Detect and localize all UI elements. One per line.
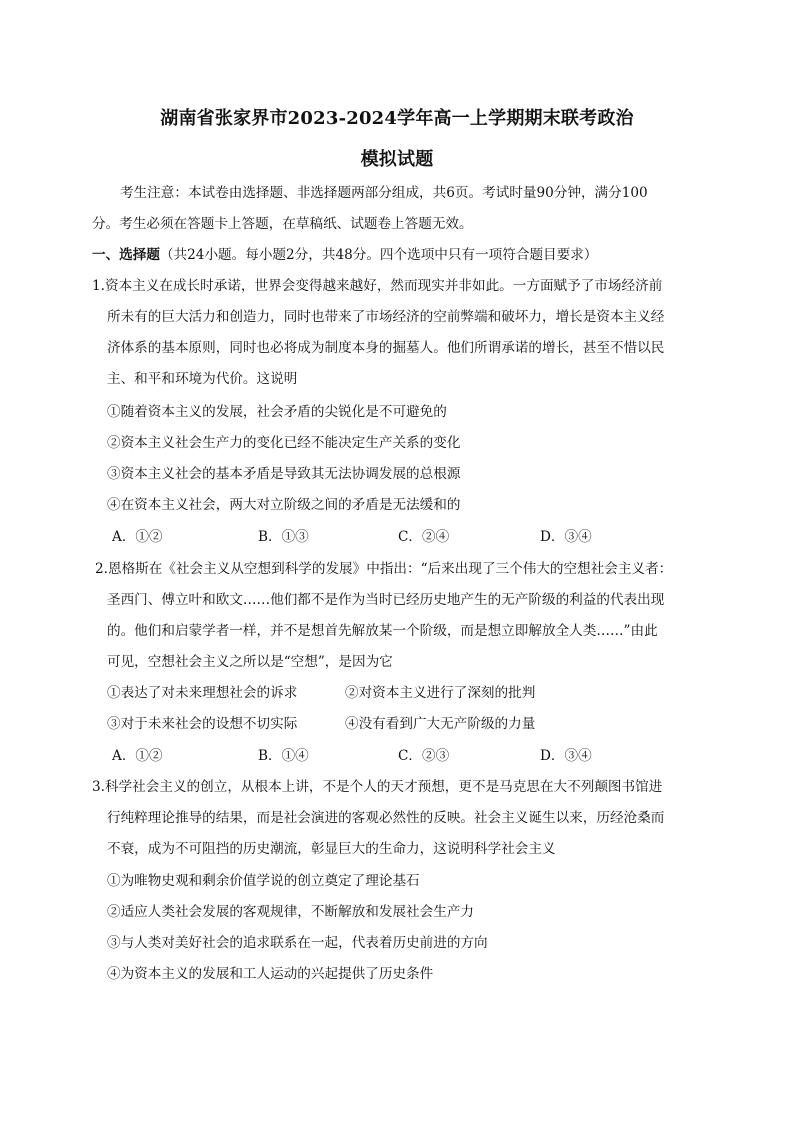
option-c[interactable]: C．②④ bbox=[398, 529, 450, 545]
q1-stem-line: 1.资本主义在成长时承诺，世界会变得越来越好，然而现实并非如此。一方面赋予了市场经济前 bbox=[92, 278, 663, 294]
notice-line-1 bbox=[120, 183, 648, 203]
notice-label: 考生注意： bbox=[120, 185, 188, 201]
q2-stem-line: 可见，空想社会主义之所以是“空想”，是因为它 bbox=[107, 654, 393, 670]
q1-statement: ③资本主义社会的基本矛盾是导致其无法协调发展的总根源 bbox=[107, 466, 461, 482]
notice-line-2: 分。考生必须在答题卡上答题，在草稿纸、试题卷上答题无效。 bbox=[92, 216, 473, 232]
exam-subtitle: 模拟试题 bbox=[360, 149, 434, 170]
option-b[interactable]: B．①④ bbox=[258, 748, 309, 764]
section-desc: （共24小题。每小题2分，共48分。四个选项中只有一项符合题目要求） bbox=[159, 247, 598, 263]
q3-stem-line: 3.科学社会主义的创立，从根本上讲，不是个人的天才预想，更不是马克思在大不列颠图书馆进 bbox=[92, 779, 663, 795]
q1-stem-line: 济体系的基本原则，同时也必将成为制度本身的掘墓人。他们所谓承诺的增长，甚至不惜以民 bbox=[107, 340, 665, 356]
q3-statement: ②适应人类社会发展的客观规律，不断解放和发展社会生产力 bbox=[107, 904, 475, 920]
q3-stem-line: 不衰，成为不可阻挡的历史潮流，彰显巨大的生命力，这说明科学社会主义 bbox=[107, 841, 556, 857]
q3-statement: ③与人类对美好社会的追求联系在一起，代表着历史前进的方向 bbox=[107, 935, 488, 951]
option-a[interactable]: A．①② bbox=[112, 748, 163, 764]
option-b[interactable]: B．①③ bbox=[258, 529, 309, 545]
q1-statement: ①随着资本主义的发展，社会矛盾的尖锐化是不可避免的 bbox=[107, 404, 447, 420]
q2-stem-line: 圣西门、傅立叶和欧文……他们都不是作为当时已经历史地产生的无产阶级的利益的代表出现 bbox=[107, 592, 665, 608]
q1-stem-line: 所未有的巨大活力和创造力，同时也带来了市场经济的空前弊端和破坏力，增长是资本主义经 bbox=[107, 309, 665, 325]
q1-stem-line: 主、和平和环境为代价。这说明 bbox=[107, 371, 298, 387]
q2-statement: ②对资本主义进行了深刻的批判 bbox=[345, 685, 536, 701]
q2-statement: ③对于未来社会的设想不切实际 bbox=[107, 716, 298, 732]
exam-title: 湖南省张家界市2023-2024学年高一上学期期末联考政治 bbox=[160, 108, 634, 129]
q2-stem-line: 的。他们和启蒙学者一样，并不是想首先解放某一个阶级，而是想立即解放全人类……”由此 bbox=[107, 623, 658, 639]
option-d[interactable]: D．③④ bbox=[540, 748, 592, 764]
q1-statement: ④在资本主义社会，两大对立阶级之间的矛盾是无法缓和的 bbox=[107, 497, 461, 513]
q2-stem-line: 2.恩格斯在《社会主义从空想到科学的发展》中指出：“后来出现了三个伟大的空想社会主义者： bbox=[95, 561, 673, 577]
q2-statement: ④没有看到广大无产阶级的力量 bbox=[345, 716, 536, 732]
option-c[interactable]: C．②③ bbox=[398, 748, 450, 764]
notice-text: 本试卷由选择题、非选择题两部分组成，共6页。考试时量90分钟，满分100 bbox=[187, 185, 648, 201]
section-title: 一、选择题 bbox=[92, 247, 160, 263]
option-a[interactable]: A．①② bbox=[112, 529, 163, 545]
section-heading bbox=[92, 245, 597, 265]
option-d[interactable]: D．③④ bbox=[540, 529, 592, 545]
q1-statement: ②资本主义社会生产力的变化已经不能决定生产关系的变化 bbox=[107, 435, 461, 451]
q3-statement: ④为资本主义的发展和工人运动的兴起提供了历史条件 bbox=[107, 966, 434, 982]
q3-stem-line: 行纯粹理论推导的结果，而是社会演进的客观必然性的反映。社会主义诞生以来，历经沧桑而 bbox=[107, 810, 665, 826]
q2-statement: ①表达了对未来理想社会的诉求 bbox=[107, 685, 298, 701]
q3-statement: ①为唯物史观和剩余价值学说的创立奠定了理论基石 bbox=[107, 873, 420, 889]
